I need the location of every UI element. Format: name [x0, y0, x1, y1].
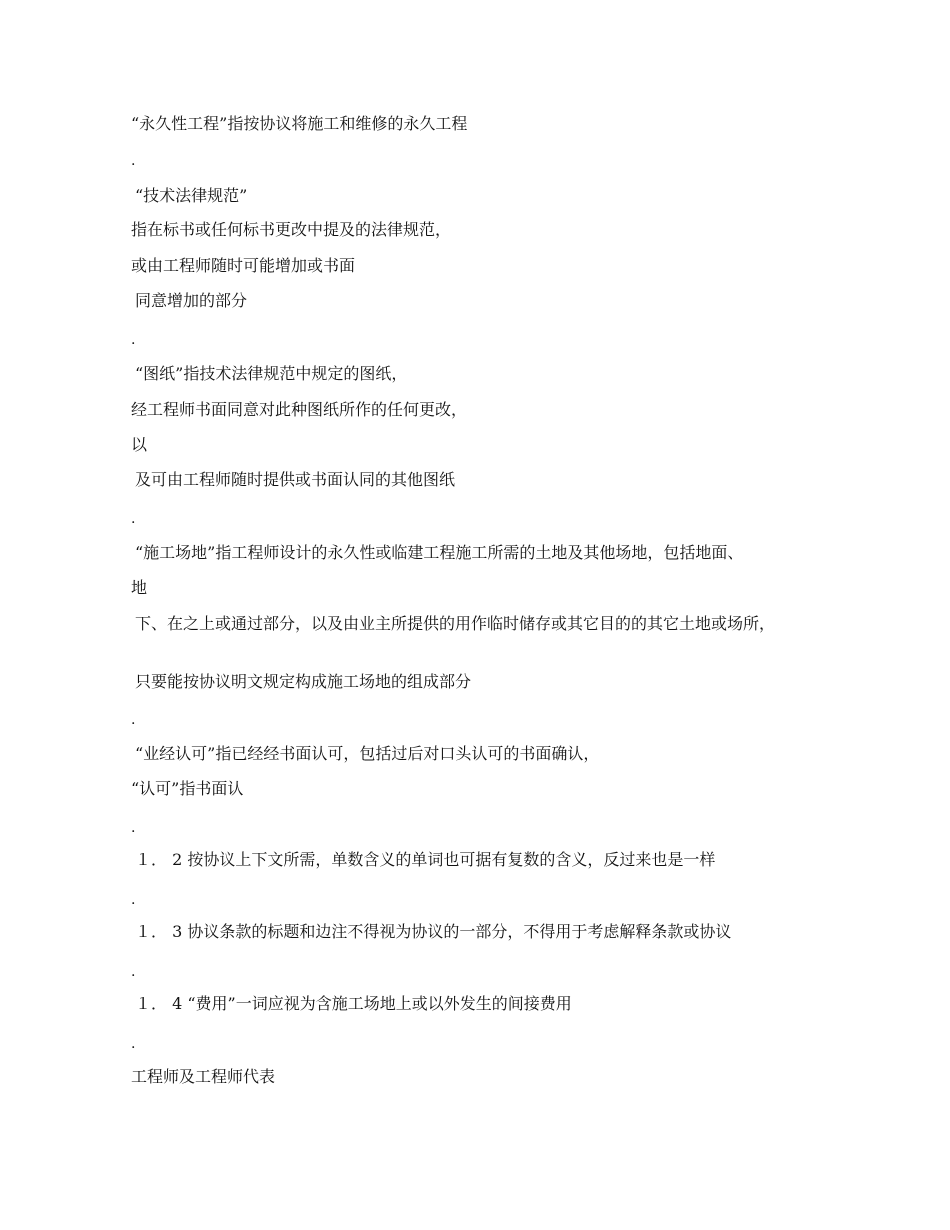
text-line: 只要能按协议明文规定构成施工场地的组成部分 [135, 672, 472, 691]
period-line: . [131, 892, 136, 908]
text-line: 同意增加的部分 [135, 291, 248, 310]
wrapped-text-line: 下、在之上或通过部分，以及由业主所提供的用作临时储存或其它目的的其它土地或场所， [135, 614, 776, 633]
text-line: 指在标书或任何标书更改中提及的法律规范， [131, 220, 452, 239]
text-line: “图纸”指技术法律规范中规定的图纸， [135, 364, 408, 383]
clause-line: １． 2 按协议上下文所需，单数含义的单词也可据有复数的含义，反过来也是一样 [135, 850, 716, 869]
text-line: 地 [131, 578, 148, 597]
text-line: “施工场地”指工程师设计的永久性或临建工程施工所需的土地及其他场地，包括地面、 [135, 543, 744, 562]
text-line: 及可由工程师随时提供或书面认同的其他图纸 [135, 470, 456, 489]
text-line: 或由工程师随时可能增加或书面 [131, 256, 356, 275]
text-line: “永久性工程”指按协议将施工和维修的永久工程 [131, 114, 468, 133]
period-line: . [131, 964, 136, 980]
text-line: “技术法律规范” [135, 186, 248, 205]
text-line: 以 [131, 435, 148, 454]
period-line: . [131, 820, 136, 836]
period-line: . [131, 712, 136, 728]
period-line: . [131, 511, 136, 527]
clause-line: １． 3 协议条款的标题和边注不得视为协议的一部分，不得用于考虑解释条款或协议 [135, 922, 732, 941]
section-heading: 工程师及工程师代表 [131, 1067, 276, 1086]
text-line: “认可”指书面认 [131, 779, 244, 798]
period-line: . [131, 1036, 136, 1052]
clause-line: １． 4 “费用”一词应视为含施工场地上或以外发生的间接费用 [135, 994, 572, 1013]
period-line: . [131, 153, 136, 169]
text-line: “业经认可”指已经经书面认可，包括过后对口头认可的书面确认， [135, 744, 600, 763]
period-line: . [131, 332, 136, 348]
text-line: 经工程师书面同意对此种图纸所作的任何更改， [131, 400, 468, 419]
